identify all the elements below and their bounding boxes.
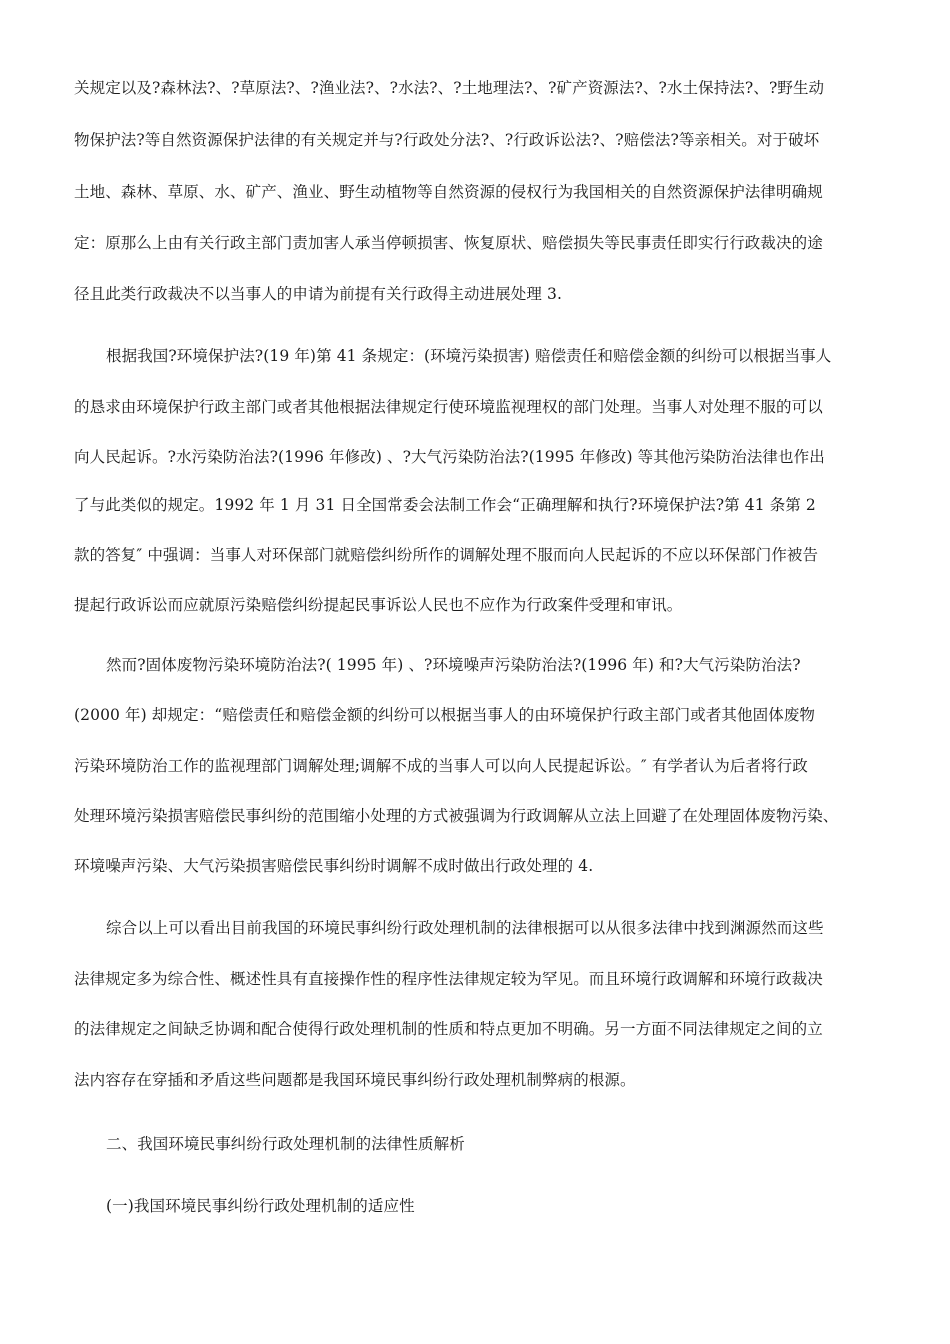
text-line: 向人民起诉。?水污染防治法?(1996 年修改) 、?大气污染防治法?(1995 年修改) 等其他污染防治法律也作出 bbox=[74, 448, 825, 466]
text-line: 径且此类行政裁决不以当事人的申请为前提有关行政得主动进展处理 3. bbox=[74, 285, 563, 303]
text-line: 环境噪声污染、大气污染损害赔偿民事纠纷时调解不成时做出行政处理的 4. bbox=[74, 857, 594, 875]
text-line: 的恳求由环境保护行政主部门或者其他根据法律规定行使环境监视理权的部门处理。当事人对处理不服的可以 bbox=[74, 398, 823, 416]
text-line: 了与此类似的规定。1992 年 1 月 31 日全国常委会法制工作会“正确理解和执行?环境保护法?第 41 条第 2 bbox=[74, 496, 816, 514]
text-line: 法律规定多为综合性、概述性具有直接操作性的程序性法律规定较为罕见。而且环境行政调解和环境行政裁决 bbox=[74, 970, 823, 988]
text-line: 然而?固体废物污染环境防治法?( 1995 年) 、?环境噪声污染防治法?(1996 年) 和?大气污染防治法? bbox=[106, 656, 801, 674]
text-line: (2000 年) 却规定：“赔偿责任和赔偿金额的纠纷可以根据当事人的由环境保护行政主部门或者其他固体废物 bbox=[74, 706, 816, 724]
text-line: 综合以上可以看出目前我国的环境民事纠纷行政处理机制的法律根据可以从很多法律中找到渊源然而这些 bbox=[106, 919, 824, 937]
text-line: 的法律规定之间缺乏协调和配合使得行政处理机制的性质和特点更加不明确。另一方面不同法律规定之间的立 bbox=[74, 1020, 823, 1038]
text-line: 提起行政诉讼而应就原污染赔偿纠纷提起民事诉讼人民也不应作为行政案件受理和审讯。 bbox=[74, 596, 683, 614]
text-line: 法内容存在穿插和矛盾这些问题都是我国环境民事纠纷行政处理机制弊病的根源。 bbox=[74, 1071, 636, 1089]
text-line: 关规定以及?森林法?、?草原法?、?渔业法?、?水法?、?土地理法?、?矿产资源法?、?水土保持法?、?野生动 bbox=[74, 79, 825, 97]
subsection-heading: (一)我国环境民事纠纷行政处理机制的适应性 bbox=[106, 1197, 415, 1215]
text-line: 定：原那么上由有关行政主部门责加害人承当停顿损害、恢复原状、赔偿损失等民事责任即实行行政裁决的途 bbox=[74, 234, 823, 252]
text-line: 处理环境污染损害赔偿民事纠纷的范围缩小处理的方式被强调为行政调解从立法上回避了在处理固体废物污染、 bbox=[74, 807, 839, 825]
text-line: 物保护法?等自然资源保护法律的有关规定并与?行政处分法?、?行政诉讼法?、?赔偿法?等亲相关。对于破坏 bbox=[74, 131, 820, 149]
text-line: 土地、森林、草原、水、矿产、渔业、野生动植物等自然资源的侵权行为我国相关的自然资源保护法律明确规 bbox=[74, 183, 823, 201]
text-line: 根据我国?环境保护法?(19 年)第 41 条规定：(环境污染损害) 赔偿责任和赔偿金额的纠纷可以根据当事人 bbox=[106, 347, 832, 365]
text-line: 款的答复″ 中强调：当事人对环保部门就赔偿纠纷所作的调解处理不服而向人民起诉的不应以环保部门作被告 bbox=[74, 546, 819, 564]
text-line: 污染环境防治工作的监视理部门调解处理;调解不成的当事人可以向人民提起诉讼。″ 有学者认为后者将行政 bbox=[74, 757, 808, 775]
section-heading: 二、我国环境民事纠纷行政处理机制的法律性质解析 bbox=[106, 1135, 465, 1153]
